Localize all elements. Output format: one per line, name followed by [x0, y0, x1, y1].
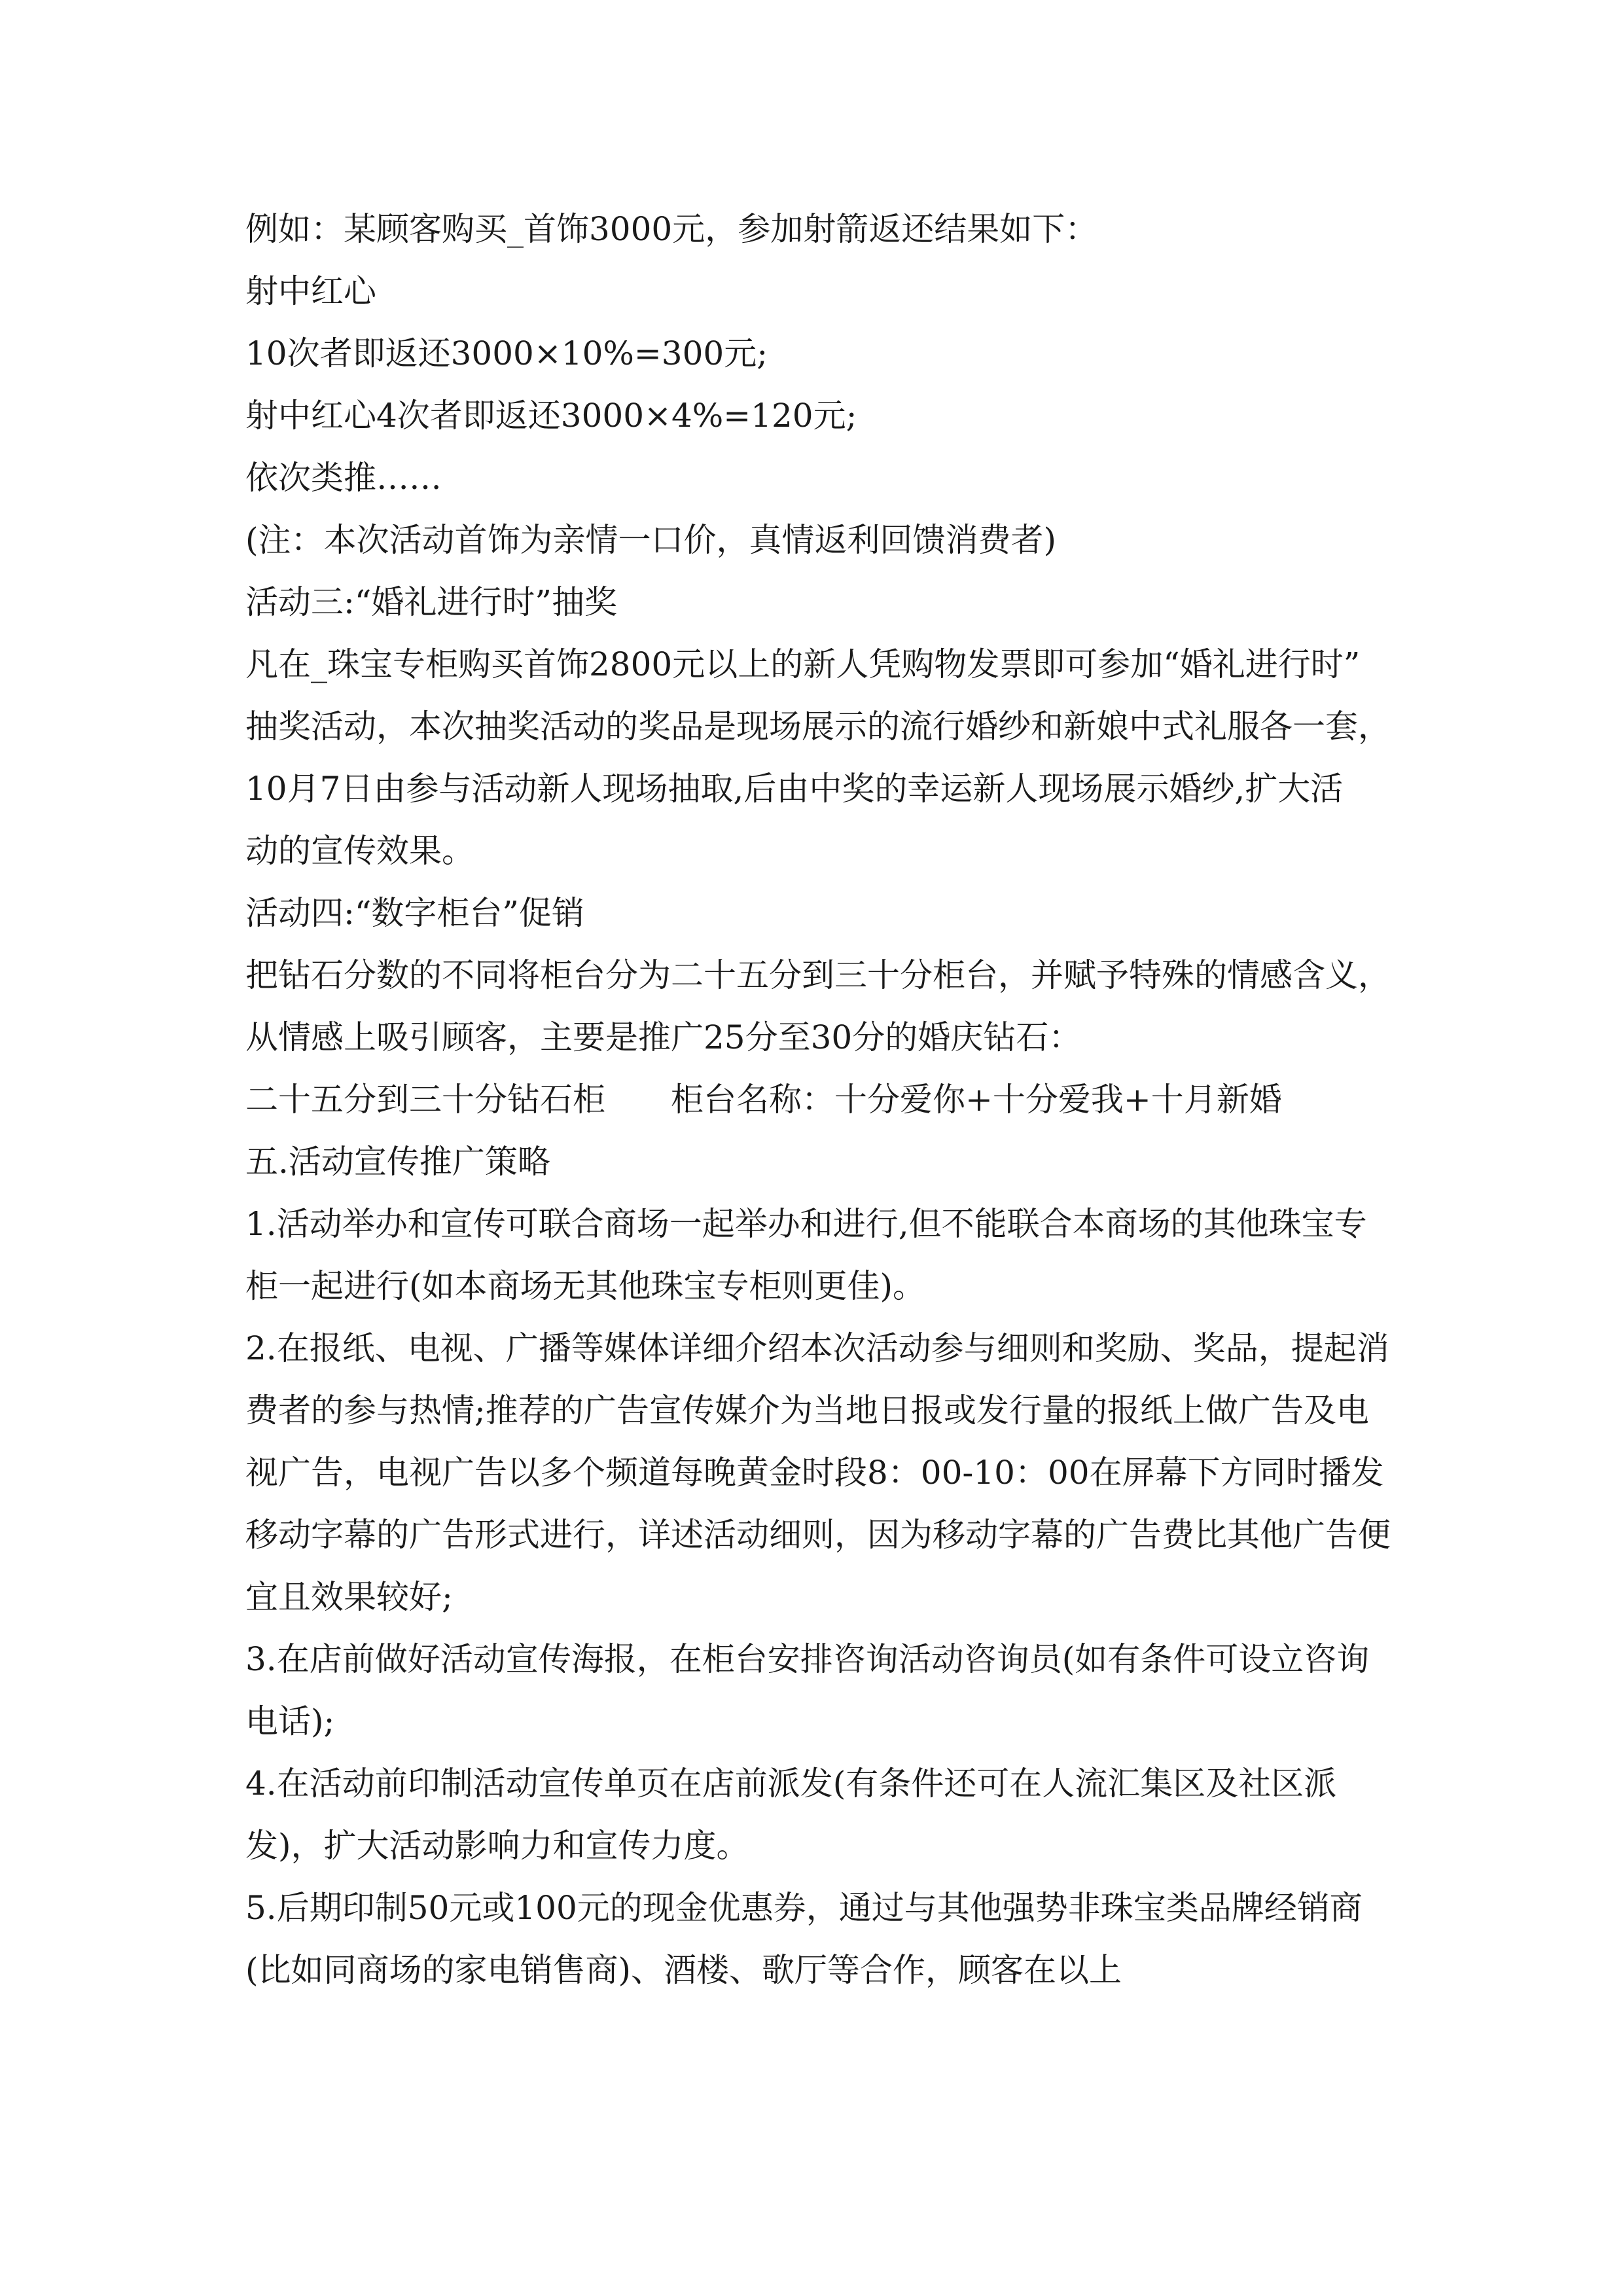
- text-line: 3.在店前做好活动宣传海报，在柜台安排咨询活动咨询员(如有条件可设立咨询: [245, 1640, 1370, 1678]
- text-line: 1.活动举办和宣传可联合商场一起举办和进行,但不能联合本商场的其他珠宝专: [245, 1205, 1367, 1243]
- text-line: 凡在_珠宝专柜购买首饰2800元以上的新人凭购物发票即可参加“婚礼进行时”: [245, 645, 1361, 683]
- text-line: 10月7日由参与活动新人现场抽取,后由中奖的幸运新人现场展示婚纱,扩大活: [245, 770, 1344, 808]
- text-line: 2.在报纸、电视、广播等媒体详细介绍本次活动参与细则和奖励、奖品，提起消: [245, 1329, 1389, 1367]
- text-line: 移动字幕的广告形式进行，详述活动细则，因为移动字幕的广告费比其他广告便: [245, 1516, 1391, 1554]
- text-line: 视广告，电视广告以多个频道每晚黄金时段8：00-10：00在屏幕下方同时播发: [245, 1454, 1384, 1492]
- text-line: 费者的参与热情;推荐的广告宣传媒介为当地日报或发行量的报纸上做广告及电: [245, 1391, 1369, 1429]
- text-line: 4.在活动前印制活动宣传单页在店前派发(有条件还可在人流汇集区及社区派: [245, 1765, 1337, 1803]
- text-line: 动的宣传效果。: [245, 832, 474, 870]
- text-line: 依次类推……: [245, 459, 442, 497]
- text-line: 宜且效果较好;: [245, 1578, 453, 1616]
- counter-line-right: 柜台名称：十分爱你+十分爱我+十月新婚: [671, 1081, 1282, 1119]
- text-line: 5.后期印制50元或100元的现金优惠券，通过与其他强势非珠宝类品牌经销商: [245, 1889, 1363, 1927]
- document-body: [245, 198, 1397, 2001]
- text-line: 抽奖活动，本次抽奖活动的奖品是现场展示的流行婚纱和新娘中式礼服各一套，: [245, 708, 1391, 745]
- text-line: (注：本次活动首饰为亲情一口价，真情返利回馈消费者): [245, 521, 1057, 559]
- text-line: 10次者即返还3000×10%=300元;: [245, 334, 768, 372]
- text-line: 把钻石分数的不同将柜台分为二十五分到三十分柜台，并赋予特殊的情感含义，: [245, 956, 1391, 994]
- text-line: 柜一起进行(如本商场无其他珠宝专柜则更佳)。: [245, 1267, 926, 1305]
- text-line: 射中红心: [245, 272, 376, 310]
- text-line: (比如同商场的家电销售商)、酒楼、歌厅等合作，顾客在以上: [245, 1951, 1122, 1989]
- counter-line: [245, 1069, 1397, 1131]
- section-heading: 活动四:“数字柜台”促销: [245, 894, 584, 932]
- counter-line-left: 二十五分到三十分钻石柜: [245, 1081, 605, 1119]
- section-heading: 五.活动宣传推广策略: [245, 1143, 550, 1181]
- text-line: 从情感上吸引顾客，主要是推广25分至30分的婚庆钻石：: [245, 1018, 1082, 1056]
- text-line: 例如：某顾客购买_首饰3000元，参加射箭返还结果如下：: [245, 210, 1098, 248]
- text-line: 发)，扩大活动影响力和宣传力度。: [245, 1827, 749, 1865]
- text-line: 射中红心4次者即返还3000×4%=120元;: [245, 397, 857, 435]
- text-line: 电话);: [245, 1702, 335, 1740]
- section-heading: 活动三:“婚礼进行时”抽奖: [245, 583, 617, 621]
